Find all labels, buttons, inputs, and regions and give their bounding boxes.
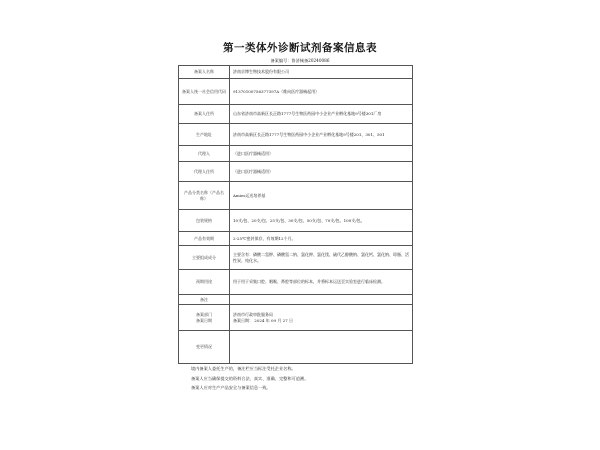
row-label: 代理人 [179,146,230,162]
footer-note: 境内备案人委托生产的，备注栏应当标注受托企业名称。 [191,366,296,371]
table-row [179,124,413,146]
row-label: 主要组成成分 [179,246,230,270]
table-row [179,162,413,182]
row-label: 备案人统一社会信用代码 [179,79,230,105]
table-row [179,210,413,232]
row-value: 10支/包、20支/包、25支/包、30支/包、50支/包、70支/包、100支/包。 [230,210,413,232]
row-label: 预期用途 [179,270,230,295]
row-label: 备注 [179,295,230,305]
row-value [230,295,413,305]
table-row [179,295,413,305]
table-row [179,232,413,246]
row-value: 山东省济南市高新区长正路1777号生物医药园中小企业产业孵化基地9号楼301厂房 [230,105,413,124]
document-title: 第一类体外诊断试剂备案信息表 [223,42,377,54]
table-row [179,79,413,105]
record-date: 备案日期： 2024 年 09 月 27 日 [233,317,293,323]
row-value: 济南市高新区长正路1777号生物医药园中小企业产业孵化基地9号楼201、301、501 [230,124,413,146]
table-row [179,146,413,162]
row-label: 代理人住所 [179,162,230,182]
row-label: 备案人名称 [179,66,230,79]
row-value: （进口医疗器械适用） [230,162,413,182]
row-label: 变更情况 [179,331,230,364]
issuing-authority: 济南市行政审批服务局 [233,311,273,317]
row-label: 生产地址 [179,124,230,146]
table-row [179,270,413,295]
row-value: 91370100756377397A（维向医疗器械起用） [230,79,413,105]
row-value: Amies运送培养基 [230,182,413,210]
table-row [179,66,413,79]
row-value-stack [230,305,413,331]
row-value: 济南京博生物技术股份有限公司 [230,66,413,79]
row-label: 备案部门 [196,311,212,317]
row-label: 产品分类名称（产品名称） [179,182,230,210]
table-row [179,305,413,331]
row-value [230,331,413,364]
row-label: 备案日期 [196,317,212,323]
info-table [178,65,413,364]
table-row [179,246,413,270]
row-value: 2-25℃密封保存，有效期12个月。 [230,232,413,246]
row-value: 主要含有：磷酸二氢钾、磷酸氢二钠、氯化钾、氯化镁、硫代乙醇酸钠、氯化钙、氯化钠、琼脂、活性炭、纯化水。 [230,246,413,270]
row-value: 用于用于采集口腔、咽喉、鼻腔等部位的标本，并将标本运送至实验室进行临床检测。 [230,270,413,295]
row-label: 产品有效期 [179,232,230,246]
row-value: （进口医疗器械适用） [230,146,413,162]
table-row [179,331,413,364]
footer-note: 备案人应对生产产品安全与备案信息一致。 [191,385,271,390]
table-row [179,105,413,124]
footer-note: 备案人应当确保提交的资料合法、真实、准确、完整和可追溯。 [191,375,309,381]
table-row [179,182,413,210]
footer-notes [191,364,451,393]
record-number: 备案编号：鲁济械备20240086 [270,58,330,63]
row-label: 包装规格 [179,210,230,232]
row-label-stack [179,305,230,331]
row-label: 备案人住所 [179,105,230,124]
